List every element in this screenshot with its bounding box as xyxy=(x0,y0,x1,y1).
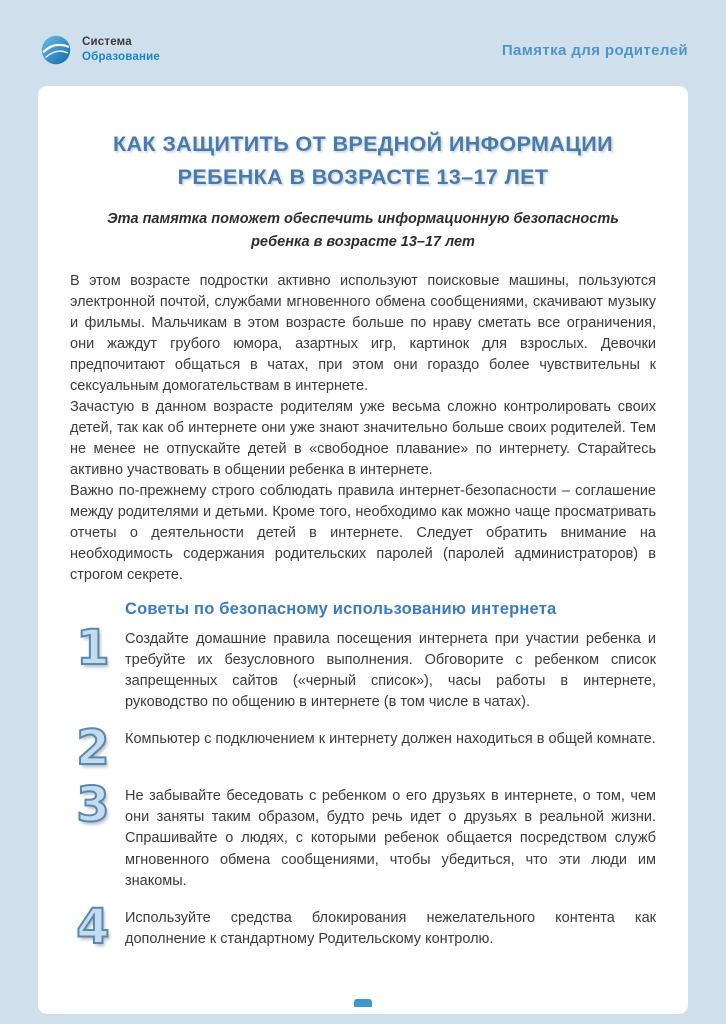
tip-number-4: 4 xyxy=(76,898,110,955)
body-paragraph-3: Важно по-прежнему строго соблюдать правила интернет-безопасности – соглашение между родителями и детьми. Кроме того, необходимо как можно чаще просматривать отчеты о деятельности детей в интернете. Следует обратить внимание на необходимость содержания родительских паролей (паролей администраторов) в строгом секрете. xyxy=(70,483,656,584)
content-card xyxy=(38,86,688,1014)
footer-mark xyxy=(354,999,372,1007)
subtitle-line-1: Эта памятка поможет обеспечить информационную безопасность xyxy=(107,210,619,227)
tips-list xyxy=(70,620,656,955)
page-header xyxy=(38,24,688,76)
title-line-2: РЕБЕНКА В ВОЗРАСТЕ 13–17 ЛЕТ xyxy=(177,165,549,190)
tip-item-1 xyxy=(70,620,656,713)
globe-swirl-logo-icon xyxy=(38,32,74,68)
tip-item-2 xyxy=(70,720,656,777)
logo-name-line2: Образование xyxy=(82,51,160,63)
body-paragraph-1: В этом возрасте подростки активно используют поисковые машины, пользуются электронной почтой, службами мгновенного обмена сообщениями, скачивают музыку и фильмы. Мальчикам в этом возрасте больше по нраву сметать все ограничения, они жаждут грубого юмора, азартных игр, картинок для взрослых. Девочки предпочитают общаться в чатах, при этом они гораздо более чувствительны к сексуальным домогательствам в интернете. xyxy=(70,273,656,395)
tip-text-2: Компьютер с подключением к интернету должен находиться в общей комнате. xyxy=(125,731,656,748)
document-title xyxy=(70,128,656,195)
tip-item-4 xyxy=(70,898,656,955)
logo-name-line1: Система xyxy=(82,36,132,49)
body-text-block xyxy=(70,271,656,586)
tip-text-1: Создайте домашние правила посещения интернета при участии ребенка и требуйте их безусловного выполнения. Обговорите с ребенком список запрещенных сайтов («черный список»), часы работы в интернете, руководство по общению в интернете (в том числе в чатах). xyxy=(125,631,656,711)
document-subtitle xyxy=(70,208,656,254)
tip-item-3 xyxy=(70,777,656,891)
title-line-1: КАК ЗАЩИТИТЬ ОТ ВРЕДНОЙ ИНФОРМАЦИИ xyxy=(112,132,614,156)
tip-text-3: Не забывайте беседовать с ребенком о его друзьях в интернете, о том, чем они заняты таким образом, будто речь идет о друзьях в реальной жизни. Спрашивайте о людях, с которыми ребенок общается посредством служб мгновенного обмена сообщениями, чтобы убедиться, что эти люди им знакомы. xyxy=(125,788,656,889)
logo-text xyxy=(82,35,160,65)
body-paragraph-2: Зачастую в данном возрасте родителям уже весьма сложно контролировать своих детей, так как об интернете они уже знают значительно больше своих родителей. Тем не менее не отпускайте детей в «свободное плавание» по интернету. Старайтесь активно участвовать в общении ребенка в интернете. xyxy=(70,399,656,479)
logo xyxy=(38,32,160,68)
tip-text-4: Используйте средства блокирования нежелательного контента как дополнение к стандартному Родительскому контролю. xyxy=(125,909,656,947)
subtitle-line-2: ребенка в возрасте 13–17 лет xyxy=(251,233,475,250)
header-tagline: Памятка для родителей xyxy=(501,41,688,59)
tip-number-1: 1 xyxy=(76,620,110,677)
tips-section-heading: Советы по безопасному использованию интернета xyxy=(125,600,557,619)
tip-number-3: 3 xyxy=(76,777,110,834)
tip-number-2: 2 xyxy=(76,720,110,777)
